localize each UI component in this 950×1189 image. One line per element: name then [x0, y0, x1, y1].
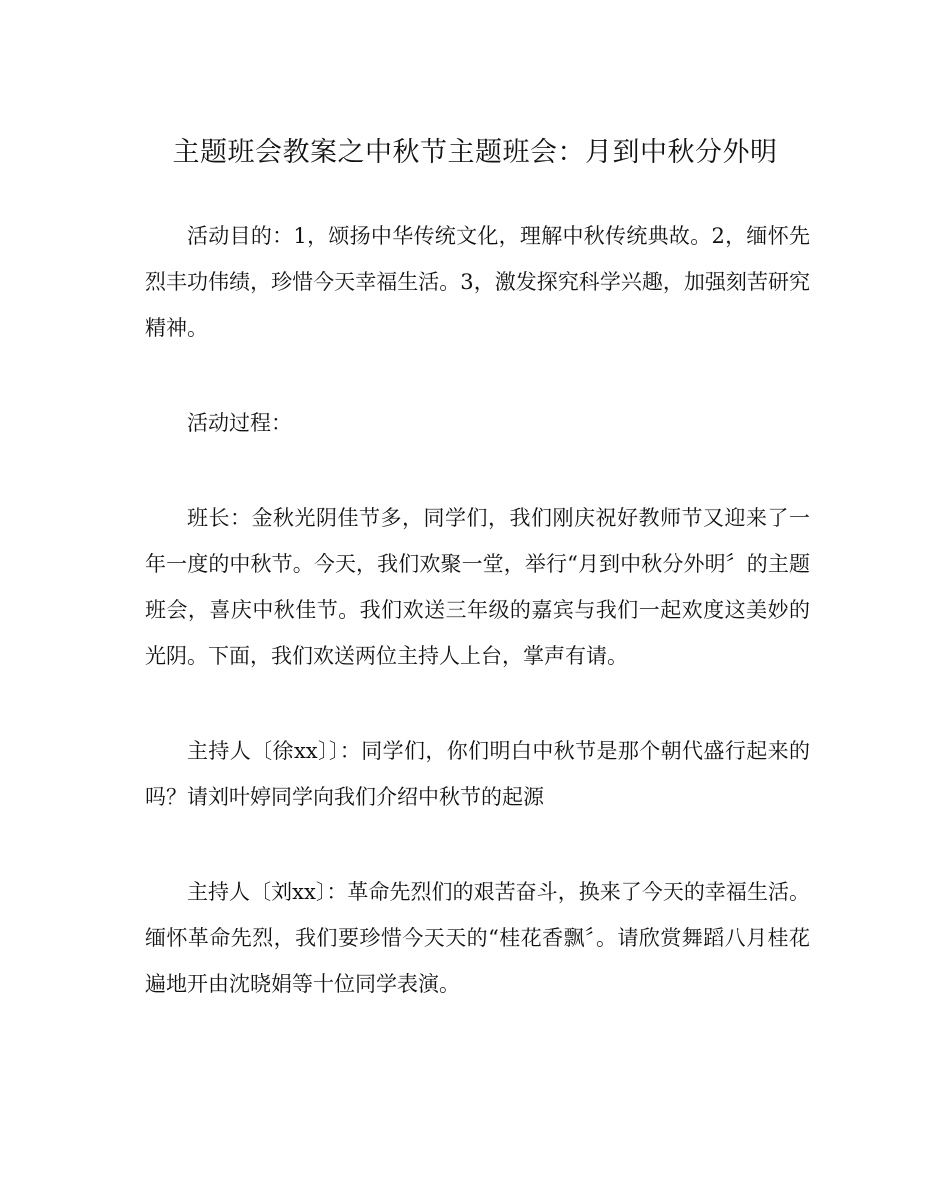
- paragraph-activity-process: 活动过程：: [187, 411, 292, 435]
- paragraph-monitor-speech: 班长：金秋光阴佳节多，同学们，我们刚庆祝好教师节又迎来了一年一度的中秋节。今天，我们欢聚一堂，举行“月到中秋分外明〞的主题班会，喜庆中秋佳节。我们欢送三年级的嘉宾与我们一起欢度这美妙的光阴。下面，我们欢送两位主持人上台，掌声有请。: [145, 506, 810, 668]
- document-title: 主题班会教案之中秋节主题班会：月到中秋分外明: [172, 137, 778, 168]
- paragraph-activity-goals: 活动目的：1，颂扬中华传统文化，理解中秋传统典故。2，缅怀先烈丰功伟绩，珍惜今天幸福生活。3，激发探究科学兴趣，加强刻苦研究精神。: [145, 224, 810, 340]
- document-body: [145, 213, 810, 1056]
- paragraph-host-xu: 主持人〔徐xx〕〕：同学们，你们明白中秋节是那个朝代盛行起来的吗？请刘叶婷同学向我们介绍中秋节的起源: [145, 739, 810, 809]
- paragraph-host-liu: 主持人〔刘xx〕：革命先烈们的艰苦奋斗，换来了今天的幸福生活。缅怀革命先烈，我们要珍惜今天天的“桂花香飘〞。请欣赏舞蹈八月桂花遍地开由沈晓娟等十位同学表演。: [145, 880, 810, 996]
